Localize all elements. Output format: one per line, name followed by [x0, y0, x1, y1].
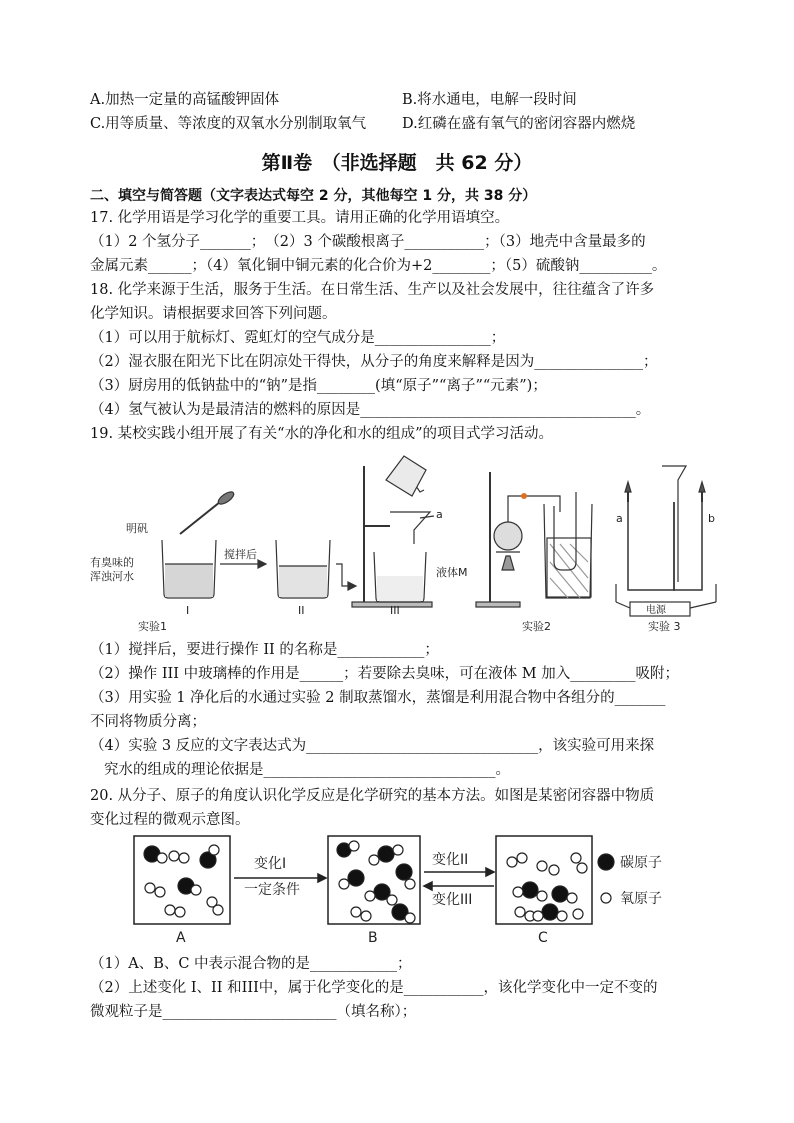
label-river-1: 有臭味的 [90, 556, 134, 569]
label-change-2: 变化II [432, 852, 469, 868]
q20-part1: （1）A、B、C 中表示混合物的是____________； [90, 956, 412, 972]
burner [502, 556, 514, 570]
label-change-1: 变化I [254, 856, 287, 872]
label-exp2: 实验2 [522, 620, 551, 632]
q20-stem1: 20. 从分子、原子的角度认识化学反应是化学研究的基本方法。如图是某密闭容器中物质 [90, 788, 655, 804]
label-oxygen: 氧原子 [620, 891, 662, 907]
q19-part4a: （4）实验 3 反应的文字表达式为________________________________，该实验可用来探 [90, 738, 655, 754]
q18-part3: （3）厨房用的低钠盐中的“钠”是指________(填“原子”“离子”“元素”)； [90, 378, 547, 394]
label-condition: 一定条件 [244, 882, 300, 898]
label-box-c: C [538, 930, 548, 946]
q18-stem1: 18. 化学来源于生活，服务于生活。在日常生活、生产以及社会发展中，往往蕴含了许多 [90, 282, 655, 298]
label-exp3: 实验 3 [648, 620, 681, 632]
part2-heading: 二、填空与简答题（文字表达式每空 2 分，其他每空 1 分，共 38 分） [90, 188, 537, 204]
spoon [180, 502, 220, 534]
microscopic-diagram [130, 832, 690, 947]
q18-part4: （4）氢气被认为是最清洁的燃料的原因是______________________________________。 [90, 402, 651, 418]
river-water [165, 564, 213, 597]
q19-part3b: 不同将物质分离； [90, 714, 206, 730]
option-b: B.将水通电，电解一段时间 [402, 92, 577, 108]
label-power: 电源 [646, 605, 666, 616]
water-experiment-figure [90, 452, 730, 632]
label-stir: 搅拌后 [224, 548, 257, 561]
label-filter-a: a [436, 508, 443, 521]
flask [494, 522, 522, 550]
label-carbon: 碳原子 [620, 855, 662, 871]
q20-part2b: 微观粒子是________________________（填名称）； [90, 1004, 417, 1020]
label-box-a: A [176, 930, 186, 946]
option-c: C.用等质量、等浓度的双氧水分别制取氧气 [90, 116, 367, 132]
q19-part3a: （3）用实验 1 净化后的水通过实验 2 制取蒸馏水，蒸馏是利用混合物中各组分的_______ [90, 690, 666, 706]
q19-part4b: 究水的组成的理论依据是________________________________。 [104, 762, 510, 778]
funnel [390, 512, 430, 544]
q17-line2: 金属元素______；（4）氧化铜中铜元素的化合价为+2________；（5）硫酸钠__________。 [90, 258, 667, 274]
q19-stem: 19. 某校实践小组开展了有关“水的净化和水的组成”的项目式学习活动。 [90, 426, 553, 442]
test-tube [554, 492, 576, 570]
q18-part1: （1）可以用于航标灯、霓虹灯的空气成分是________________； [90, 330, 506, 346]
pouring-beaker [386, 456, 426, 496]
q19-part1: （1）搅拌后，要进行操作 II 的名称是____________； [90, 642, 439, 658]
q19-part2: （2）操作 III 中玻璃棒的作用是______；若要除去臭味，可在液体 M 加入_________吸附； [90, 666, 679, 682]
q17-stem: 17. 化学用语是学习化学的重要工具。请用正确的化学用语填空。 [90, 210, 510, 226]
oxygen-legend-dot [601, 893, 611, 903]
carbon-legend-dot [598, 854, 614, 870]
label-change-3: 变化III [432, 892, 473, 908]
condenser-tube [508, 496, 560, 522]
q20-stem2: 变化过程的微观示意图。 [90, 812, 250, 828]
q18-part2: （2）湿衣服在阳光下比在阴凉处干得快，从分子的角度来解释是因为_______________； [90, 354, 658, 370]
label-step-1: I [186, 604, 190, 617]
label-exp1: 实验1 [138, 620, 167, 632]
tube-a [628, 502, 674, 590]
label-tube-a: a [616, 512, 623, 525]
label-liquid-m: 液体M [436, 566, 468, 579]
label-tube-b: b [708, 512, 715, 525]
option-d: D.红磷在盛有氧气的密闭容器内燃烧 [402, 116, 636, 132]
q20-part2a: （2）上述变化 I、II 和III中，属于化学变化的是___________，该化学变化中一定不变的 [90, 980, 658, 996]
q18-stem2: 化学知识。请根据要求回答下列问题。 [90, 306, 337, 322]
label-river-2: 浑浊河水 [90, 570, 134, 583]
section-title: 第Ⅱ卷 （非选择题 共 62 分） [261, 152, 533, 174]
label-box-b: B [368, 930, 378, 946]
label-step-3: III [390, 604, 400, 617]
label-alum: 明矾 [126, 522, 148, 535]
label-step-2: II [298, 604, 305, 617]
q17-line1: （1）2 个氢分子_______； （2）3 个碳酸根离子___________；（3）地壳中含量最多的 [90, 234, 646, 250]
option-a: A.加热一定量的高锰酸钾固体 [90, 92, 280, 108]
